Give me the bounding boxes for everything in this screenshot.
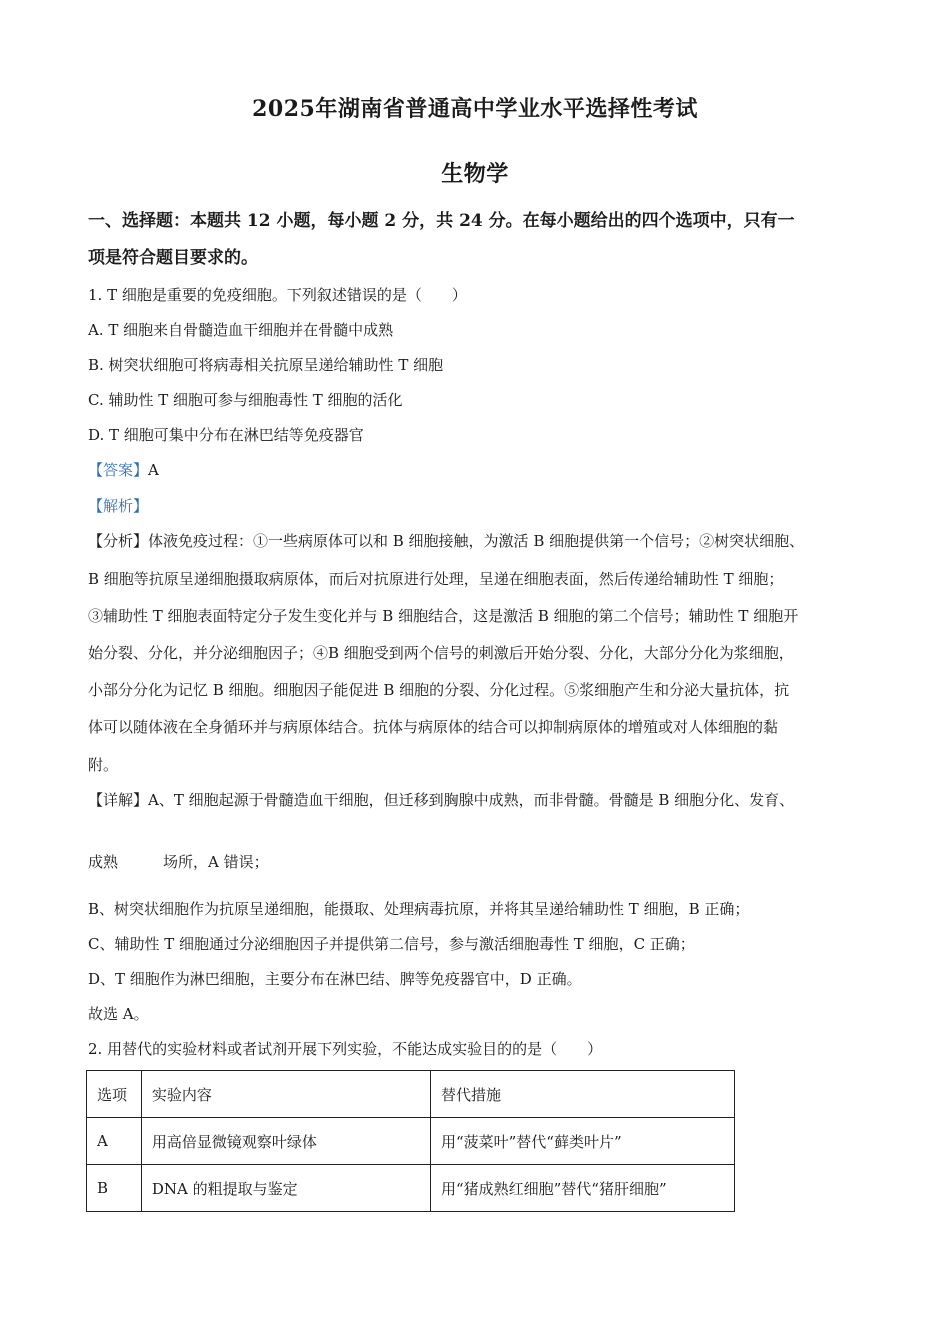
analysis-line: 小部分分化为记忆 B 细胞。细胞因子能促进 B 细胞的分裂、分化过程。⑤浆细胞产生和分泌大量抗体，抗: [88, 681, 790, 699]
table-cell: B: [87, 1165, 142, 1212]
question-1-option-c: C. 辅助性 T 细胞可参与细胞毒性 T 细胞的活化: [88, 391, 403, 409]
section-heading-line1: 一、选择题：本题共 12 小题，每小题 2 分，共 24 分。在每小题给出的四个选项中，只有一: [88, 211, 795, 231]
subject-title: 生物学: [441, 161, 509, 187]
table-header-cell: 选项: [87, 1071, 142, 1118]
analysis-line: ③辅助性 T 细胞表面特定分子发生变化并与 B 细胞结合，这是激活 B 细胞的第二个信号；辅助性 T 细胞开: [88, 607, 799, 625]
exam-title: 2025年湖南省普通高中学业水平选择性考试: [252, 96, 698, 122]
table-header-cell: 替代措施: [430, 1071, 734, 1118]
section-heading-line2: 项是符合题目要求的。: [88, 248, 258, 268]
analysis-line: 附。: [88, 756, 119, 774]
question-1-option-d: D. T 细胞可集中分布在淋巴结等免疫器官: [88, 426, 364, 444]
question-2-table: [86, 1070, 735, 1212]
table-cell: A: [87, 1118, 142, 1165]
analysis-line: 始分裂、分化，并分泌细胞因子；④B 细胞受到两个信号的刺激后开始分裂、分化，大部分分化为浆细胞，: [88, 644, 794, 662]
question-2-stem: 2. 用替代的实验材料或者试剂开展下列实验，不能达成实验目的的是（ ）: [88, 1040, 603, 1058]
detail-line: 【详解】A、T 细胞起源于骨髓造血干细胞，但迁移到胸腺中成熟，而非骨髓。骨髓是 B 细胞分化、发育、: [88, 791, 795, 809]
detail-line: B、树突状细胞作为抗原呈递细胞，能摄取、处理病毒抗原，并将其呈递给辅助性 T 细胞，B 正确；: [88, 900, 750, 918]
question-1-stem: 1. T 细胞是重要的免疫细胞。下列叙述错误的是（ ）: [88, 286, 467, 304]
table-cell: 用高倍显微镜观察叶绿体: [141, 1118, 430, 1165]
table-row: [87, 1118, 735, 1165]
table-header-cell: 实验内容: [141, 1071, 430, 1118]
answer-tag: 【答案】: [88, 461, 149, 479]
question-1-option-a: A. T 细胞来自骨髓造血干细胞并在骨髓中成熟: [88, 321, 394, 339]
question-1-option-b: B. 树突状细胞可将病毒相关抗原呈递给辅助性 T 细胞: [88, 356, 444, 374]
table-cell: 用“猪成熟红细胞”替代“猪肝细胞”: [430, 1165, 734, 1212]
analysis-tag: 【解析】: [88, 497, 149, 515]
analysis-line: 【分析】体液免疫过程：①一些病原体可以和 B 细胞接触，为激活 B 细胞提供第一个信号；②树突状细胞、: [88, 532, 805, 550]
detail-line: C、辅助性 T 细胞通过分泌细胞因子并提供第二信号，参与激活细胞毒性 T 细胞，C 正确；: [88, 935, 695, 953]
analysis-line: B 细胞等抗原呈递细胞摄取病原体，而后对抗原进行处理，呈递在细胞表面，然后传递给辅助性 T 细胞；: [88, 570, 784, 588]
answer-value: A: [148, 461, 159, 479]
table-cell: 用“菠菜叶”替代“藓类叶片”: [430, 1118, 734, 1165]
answer-line: [88, 460, 878, 480]
detail-line: 故选 A。: [88, 1005, 149, 1023]
analysis-line: 体可以随体液在全身循环并与病原体结合。抗体与病原体的结合可以抑制病原体的增殖或对人体细胞的黏: [88, 718, 779, 736]
table-row: [87, 1165, 735, 1212]
detail-line: 成熟 场所，A 错误；: [88, 853, 269, 871]
detail-line: D、T 细胞作为淋巴细胞，主要分布在淋巴结、脾等免疫器官中，D 正确。: [88, 970, 582, 988]
table-header-row: [87, 1071, 735, 1118]
table-cell: DNA 的粗提取与鉴定: [141, 1165, 430, 1212]
